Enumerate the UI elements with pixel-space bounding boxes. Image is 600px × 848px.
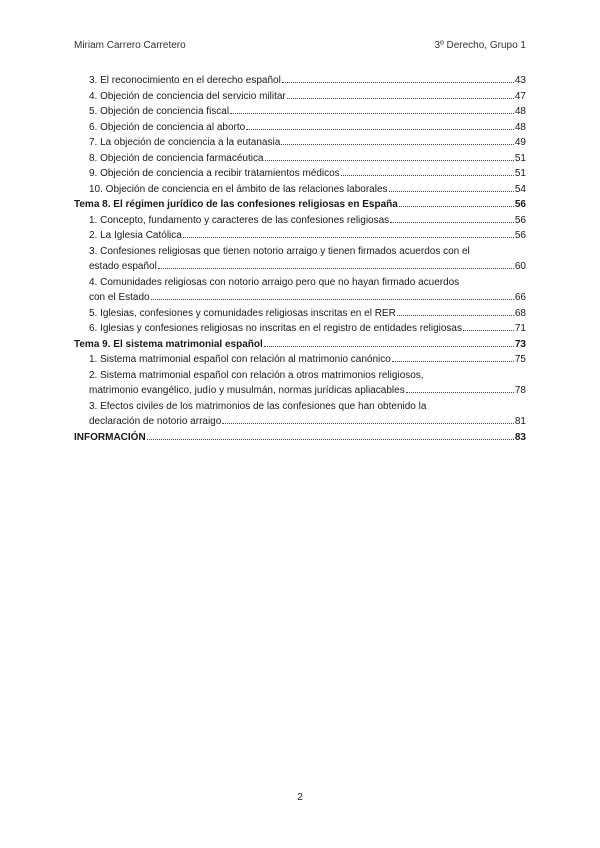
toc-entry-title: INFORMACIÓN [74,431,146,443]
toc-entry-title: 4. Objeción de conciencia del servicio militar [89,90,286,102]
dot-leader [147,439,514,440]
toc-entry-page: 73 [514,338,526,350]
dot-leader [265,160,514,161]
toc-entry-title: 6. Objeción de conciencia al aborto [89,121,246,133]
dot-leader [151,299,514,300]
toc-entry-page: 56 [514,214,526,226]
dot-leader [222,423,514,424]
toc-entry-title: 5. Iglesias, confesiones y comunidades religiosas inscritas en el RER [89,307,396,319]
toc-entry[interactable] [74,352,526,368]
toc-entry-page: 51 [514,152,526,164]
toc-entry[interactable] [74,120,526,136]
toc-entry-title: 2. La Iglesia Católica [89,230,182,241]
toc-entry-title-line: 4. Comunidades religiosas con notorio arraigo pero que no hayan firmado acuerdos [89,276,460,288]
toc-entry[interactable] [74,337,526,353]
toc-entry-title: 5. Objeción de conciencia fiscal [89,106,230,117]
toc-entry-title-line: 2. Sistema matrimonial español con relación a otros matrimonios religiosos, [89,369,424,381]
dot-leader [392,361,514,362]
toc-entry[interactable] [74,321,526,337]
toc-entry-title-line: 3. Efectos civiles de los matrimonios de las confesiones que han obtenido la [89,400,427,412]
toc-entry[interactable] [74,151,526,167]
toc-entry-title: Tema 8. El régimen jurídico de las confesiones religiosas en España [74,199,398,210]
dot-leader [399,206,514,207]
toc-entry-page: 49 [514,137,526,148]
toc-entry[interactable] [74,89,526,105]
header-author: Miriam Carrero Carretero [74,40,186,51]
toc-entry-title-line: 3. Confesiones religiosas que tienen notorio arraigo y tienen firmados acuerdos con el [89,245,470,257]
toc-entry-title: 1. Sistema matrimonial español con relación al matrimonio canónico [89,354,391,365]
toc-entry-title: matrimonio evangélico, judío y musulmán, normas jurídicas apliacables [89,385,405,396]
toc-entry[interactable] [74,430,526,446]
toc-entry-title: con el Estado [89,292,150,303]
dot-leader [406,392,514,393]
toc-entry[interactable] [74,306,526,322]
dot-leader [246,129,514,130]
toc-entry-page: 54 [514,183,526,195]
toc-entry-page: 47 [514,90,526,102]
toc-entry-title: Tema 9. El sistema matrimonial español [74,338,263,350]
dot-leader [397,315,514,316]
toc-entry-title: 3. El reconocimiento en el derecho español [89,75,281,86]
dot-leader [389,191,514,192]
toc-entry[interactable] [74,104,526,120]
toc-entry[interactable] [74,73,526,89]
toc-entry-page: 68 [514,307,526,319]
header-course: 3º Derecho, Grupo 1 [434,40,526,51]
toc-entry-page: 66 [514,292,526,303]
toc-entry[interactable] [74,228,526,244]
toc-entry-title: 7. La objeción de conciencia a la eutanasia [89,137,281,148]
toc-entry-page: 83 [514,431,526,443]
toc-entry-title: declaración de notorio arraigo [89,416,222,427]
dot-leader [158,268,514,269]
table-of-contents [74,73,526,445]
toc-entry[interactable] [74,368,526,399]
toc-entry-page: 43 [514,75,526,86]
dot-leader [183,237,514,238]
toc-entry-page: 78 [514,385,526,396]
dot-leader [390,222,514,223]
toc-entry-title: 9. Objeción de conciencia a recibir tratamientos médicos [89,168,340,179]
page-number: 2 [297,792,303,803]
dot-leader [230,113,514,114]
toc-entry-title: 1. Concepto, fundamento y caracteres de las confesiones religiosas [89,214,390,226]
toc-entry-page: 48 [514,121,526,133]
toc-entry-page: 56 [514,230,526,241]
toc-entry-title: 10. Objeción de conciencia en el ámbito de las relaciones laborales [89,183,388,195]
toc-entry-title: 6. Iglesias y confesiones religiosas no inscritas en el registro de entidades religiosas [89,323,462,334]
dot-leader [281,144,514,145]
dot-leader [287,98,514,99]
toc-entry-page: 51 [514,168,526,179]
dot-leader [282,82,514,83]
toc-entry[interactable] [74,166,526,182]
dot-leader [341,175,514,176]
toc-entry[interactable] [74,244,526,275]
dot-leader [463,330,514,331]
toc-entry[interactable] [74,275,526,306]
toc-entry[interactable] [74,399,526,430]
toc-entry-title: 8. Objeción de conciencia farmacéutica [89,152,264,164]
toc-entry-page: 60 [514,261,526,272]
dot-leader [264,346,514,347]
toc-entry-page: 81 [514,416,526,427]
toc-entry[interactable] [74,197,526,213]
toc-entry[interactable] [74,182,526,198]
toc-entry-page: 48 [514,106,526,117]
toc-entry[interactable] [74,213,526,229]
toc-entry-page: 56 [514,199,526,210]
toc-entry[interactable] [74,135,526,151]
toc-entry-page: 75 [514,354,526,365]
page-header [74,40,526,51]
toc-entry-title: estado español [89,261,157,272]
toc-entry-page: 71 [514,323,526,334]
